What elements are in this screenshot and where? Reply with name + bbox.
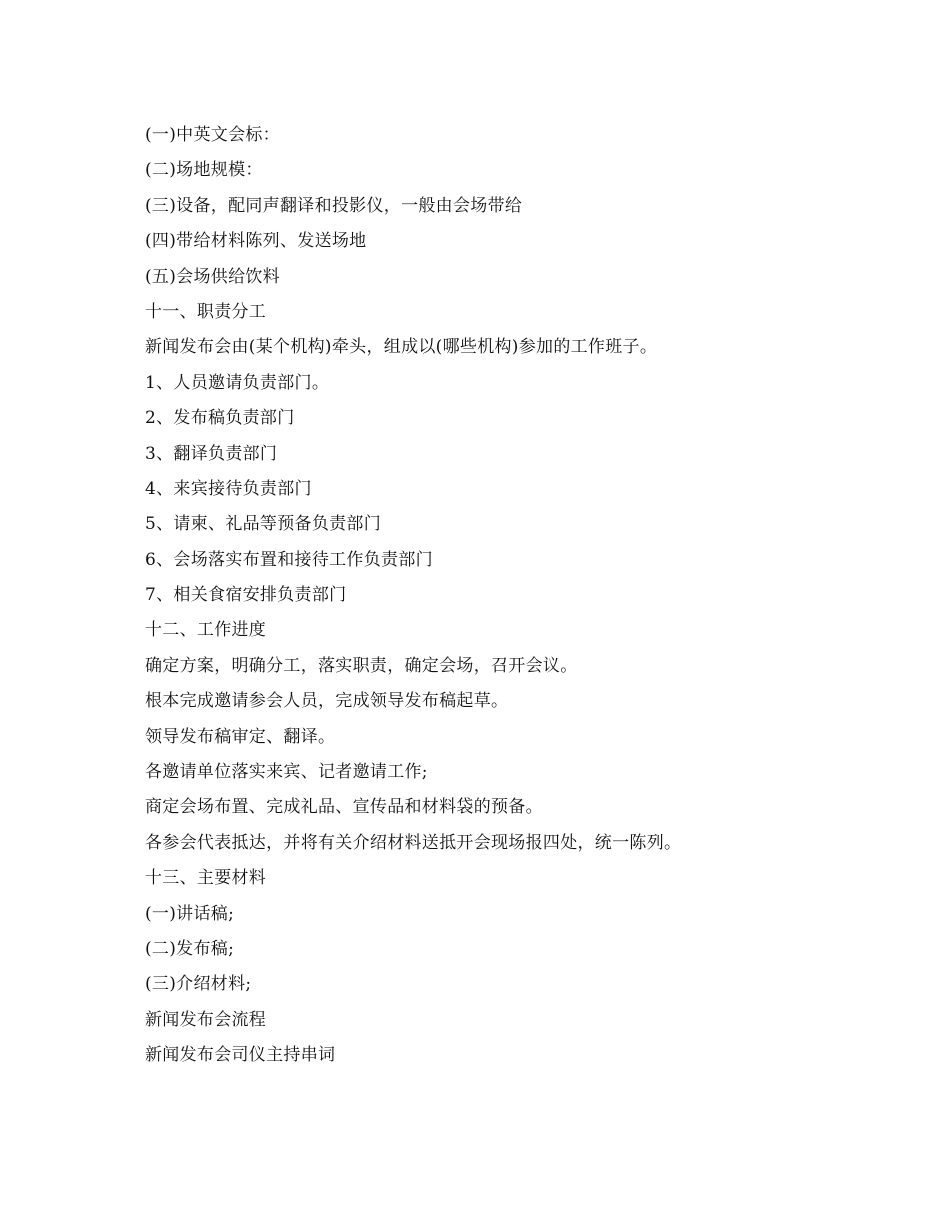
material-introduction: (三)介绍材料; <box>145 974 252 995</box>
item-materials-display: (四)带给材料陈列、发送场地 <box>145 231 367 252</box>
list-item-5: 5、请柬、礼品等预备负责部门 <box>145 514 382 535</box>
progress-step-6: 各参会代表抵达，并将有关介绍材料送抵开会现场报四处，统一陈列。 <box>145 832 682 853</box>
list-item-6: 6、会场落实布置和接待工作负责部门 <box>145 549 433 570</box>
section-heading-13: 十三、主要材料 <box>145 868 267 889</box>
heading-host-script: 新闻发布会司仪主持串词 <box>145 1045 336 1066</box>
progress-step-2: 根本完成邀请参会人员，完成领导发布稿起草。 <box>145 691 509 712</box>
document-body <box>145 118 865 1074</box>
item-venue-scale: (二)场地规模： <box>145 160 263 181</box>
progress-step-1: 确定方案，明确分工，落实职责，确定会场，召开会议。 <box>145 655 578 676</box>
progress-step-4: 各邀请单位落实来宾、记者邀请工作; <box>145 762 428 783</box>
paragraph-working-group: 新闻发布会由(某个机构)牵头，组成以(哪些机构)参加的工作班子。 <box>145 337 658 358</box>
item-beverages: (五)会场供给饮料 <box>145 266 280 287</box>
progress-step-5: 商定会场布置、完成礼品、宣传品和材料袋的预备。 <box>145 797 543 818</box>
item-chinese-english-banner: (一)中英文会标： <box>145 125 280 145</box>
item-equipment: (三)设备，配同声翻译和投影仪，一般由会场带给 <box>145 195 523 216</box>
list-item-7: 7、相关食宿安排负责部门 <box>145 585 347 606</box>
progress-step-3: 领导发布稿审定、翻译。 <box>145 726 336 747</box>
list-item-1: 1、人员邀请负责部门。 <box>145 372 330 393</box>
list-item-4: 4、来宾接待负责部门 <box>145 478 312 499</box>
section-heading-11: 十一、职责分工 <box>145 301 267 322</box>
material-speech: (一)讲话稿; <box>145 903 235 924</box>
list-item-2: 2、发布稿负责部门 <box>145 408 295 429</box>
list-item-3: 3、翻译负责部门 <box>145 443 278 464</box>
heading-press-conference-process: 新闻发布会流程 <box>145 1009 267 1030</box>
material-release: (二)发布稿; <box>145 938 235 959</box>
section-heading-12: 十二、工作进度 <box>145 620 267 641</box>
